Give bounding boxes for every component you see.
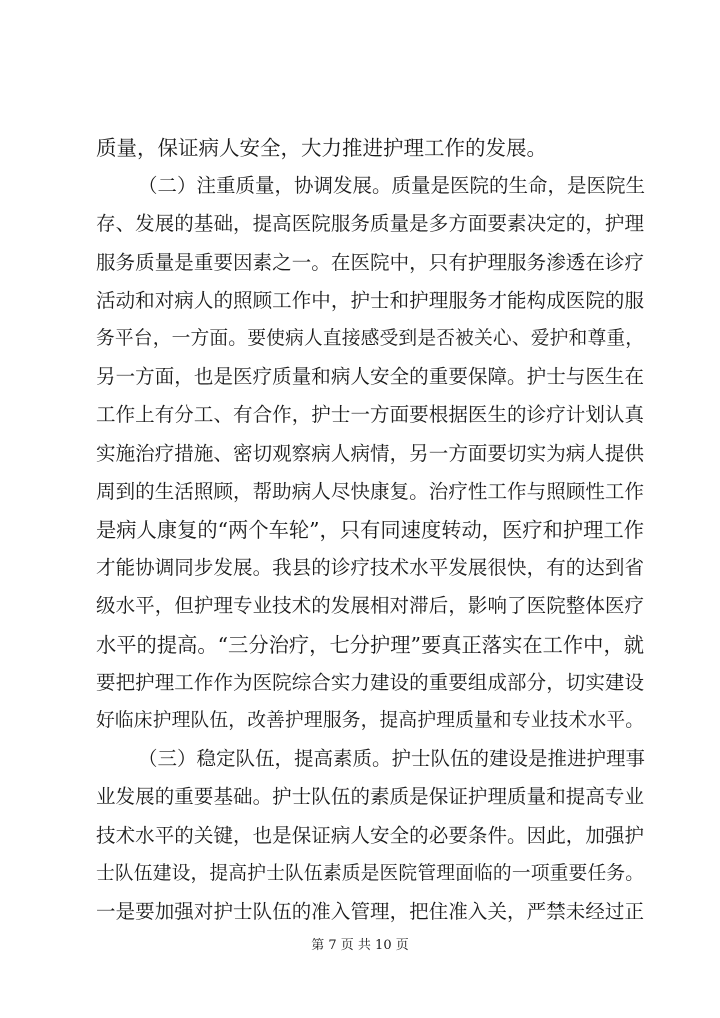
text-line: 存、发展的基础，提高医院服务质量是多方面要素决定的，护理 <box>96 212 644 236</box>
text-line: 业发展的重要基础。护士队伍的素质是保证护理质量和提高专业 <box>96 785 644 809</box>
text-line: 才能协调同步发展。我县的诊疗技术水平发展很快，有的达到省 <box>96 556 644 580</box>
text-line: 质量，保证病人安全，大力推进护理工作的发展。 <box>96 136 547 160</box>
text-line: 工作上有分工、有合作，护士一方面要根据医生的诊疗计划认真 <box>96 403 644 427</box>
text-line: 一是要加强对护士队伍的准入管理，把住准入关，严禁未经过正 <box>96 900 644 923</box>
page-number-footer: 第 7 页 共 10 页 <box>311 938 409 953</box>
text-line: 技术水平的关键，也是保证病人安全的必要条件。因此，加强护 <box>96 823 644 847</box>
text-line: 周到的生活照顾，帮助病人尽快康复。治疗性工作与照顾性工作 <box>96 479 644 503</box>
text-line: 级水平，但护理专业技术的发展相对滞后，影响了医院整体医疗 <box>96 594 644 618</box>
text-line: 另一方面，也是医疗质量和病人安全的重要保障。护士与医生在 <box>96 365 644 389</box>
text-line: （二）注重质量，协调发展。质量是医院的生命，是医院生 <box>138 174 646 198</box>
text-line: 要把护理工作作为医院综合实力建设的重要组成部分，切实建设 <box>96 670 644 694</box>
text-line: 实施治疗措施、密切观察病人病情，另一方面要切实为病人提供 <box>96 441 644 465</box>
text-line: 服务质量是重要因素之一。在医院中，只有护理服务渗透在诊疗 <box>96 250 644 274</box>
text-line: 务平台，一方面。要使病人直接感受到是否被关心、爱护和尊重， <box>96 328 644 349</box>
text-line: 水平的提高。“三分治疗，七分护理”要真正落实在工作中，就 <box>96 632 644 657</box>
text-line: 是病人康复的“两个车轮”，只有同速度转动，医疗和护理工作 <box>96 518 644 542</box>
text-line: 好临床护理队伍，改善护理服务，提高护理质量和专业技术水平。 <box>96 710 644 731</box>
text-line: （三）稳定队伍，提高素质。护士队伍的建设是推进护理事 <box>138 747 646 771</box>
text-line: 活动和对病人的照顾工作中，护士和护理服务才能构成医院的服 <box>96 288 644 312</box>
text-line: 士队伍建设，提高护士队伍素质是医院管理面临的一项重要任务。 <box>96 862 644 884</box>
